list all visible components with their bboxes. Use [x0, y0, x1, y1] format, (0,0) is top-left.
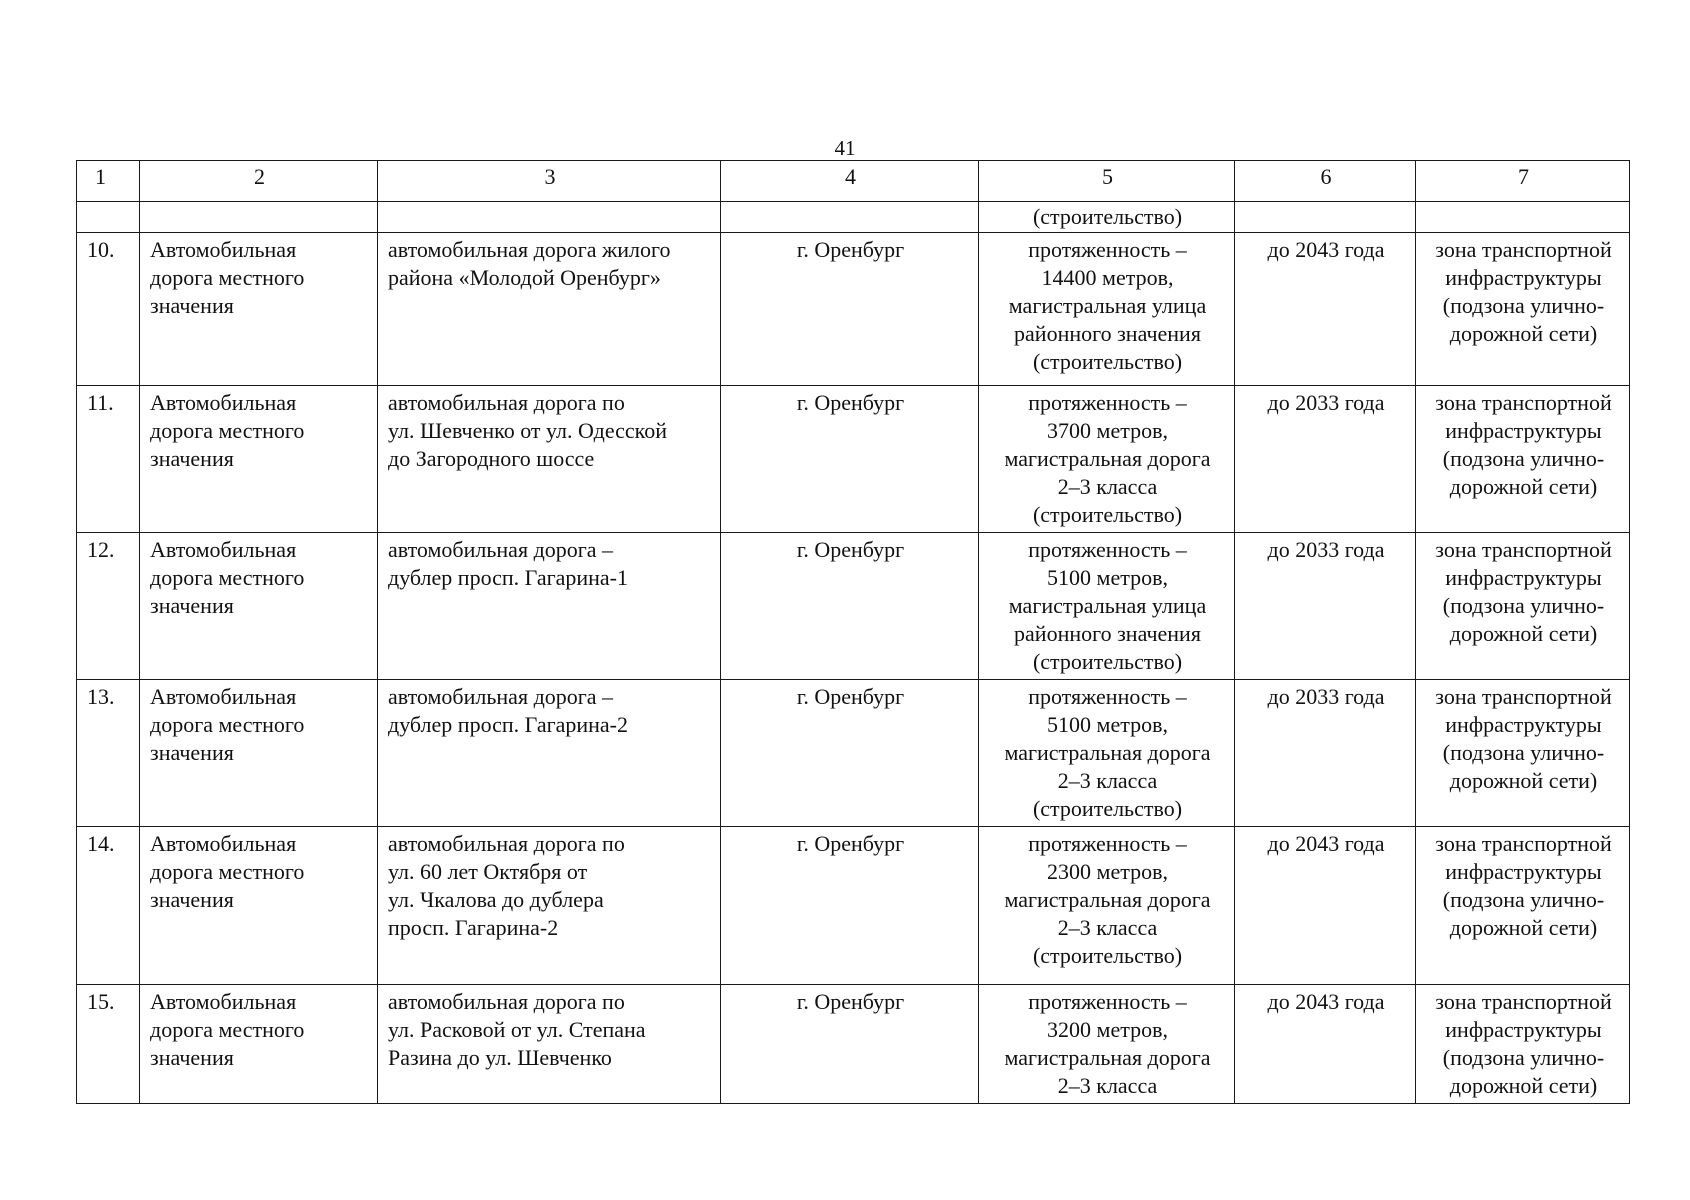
object-zone — [1416, 985, 1630, 1104]
text-line: дорога местного — [150, 265, 305, 290]
text-line: Разина до ул. Шевченко — [388, 1045, 612, 1070]
object-zone — [1416, 386, 1630, 533]
text-line: Автомобильная — [150, 831, 297, 856]
text-line: значения — [150, 293, 234, 318]
text-line: автомобильная дорога по — [388, 989, 625, 1014]
text-line: дублер просп. Гагарина-2 — [388, 712, 629, 737]
text-line: (строительство) — [1032, 796, 1183, 821]
object-location: г. Оренбург — [721, 233, 979, 386]
text-line: 2–3 класса — [1057, 474, 1158, 499]
text-line: инфраструктуры — [1445, 1017, 1602, 1042]
object-characteristics — [979, 680, 1235, 827]
text-line: (строительство) — [1032, 649, 1183, 674]
text-line: автомобильная дорога по — [388, 390, 625, 415]
text-line: районного значения — [1014, 321, 1201, 346]
object-deadline: до 2043 года — [1235, 233, 1416, 386]
text-line: значения — [150, 446, 234, 471]
text-line: района «Молодой Оренбург» — [388, 265, 661, 290]
text-line: дорожной сети) — [1449, 1073, 1598, 1098]
text-line: до Загородного шоссе — [388, 446, 595, 471]
table-row — [77, 233, 1630, 386]
text-line: (строительство) — [1032, 502, 1183, 527]
text-line: (подзона улично- — [1442, 593, 1605, 618]
object-name — [378, 233, 721, 386]
object-deadline: до 2043 года — [1235, 985, 1416, 1104]
object-type — [140, 680, 378, 827]
text-line: дорожной сети) — [1449, 321, 1598, 346]
text-line: зона транспортной — [1435, 684, 1612, 709]
object-type — [140, 985, 378, 1104]
column-number-row — [77, 161, 1630, 202]
object-zone — [1416, 233, 1630, 386]
continuation-cell — [1235, 202, 1416, 233]
text-line: дорожной сети) — [1449, 768, 1598, 793]
object-location: г. Оренбург — [721, 533, 979, 680]
objects-table — [76, 160, 1630, 1104]
continuation-cell: (строительство) — [979, 202, 1235, 233]
object-zone — [1416, 533, 1630, 680]
text-line: автомобильная дорога – — [388, 684, 614, 709]
table-row — [77, 827, 1630, 985]
text-line: инфраструктуры — [1445, 418, 1602, 443]
object-location: г. Оренбург — [721, 680, 979, 827]
object-name — [378, 680, 721, 827]
text-line: магистральная улица — [1008, 593, 1207, 618]
text-line: дорога местного — [150, 418, 305, 443]
text-line: (подзона улично- — [1442, 1045, 1605, 1070]
text-line: (строительство) — [1032, 349, 1183, 374]
text-line: 5100 метров, — [1047, 565, 1168, 590]
object-zone — [1416, 680, 1630, 827]
text-line: (строительство) — [1032, 943, 1183, 968]
text-line: (подзона улично- — [1442, 740, 1605, 765]
text-line: районного значения — [1014, 621, 1201, 646]
text-line: дорожной сети) — [1449, 915, 1598, 940]
table-row — [77, 680, 1630, 827]
table-row — [77, 533, 1630, 680]
object-name — [378, 827, 721, 985]
text-line: инфраструктуры — [1445, 859, 1602, 884]
text-line: протяженность – — [1028, 237, 1187, 262]
object-deadline: до 2033 года — [1235, 386, 1416, 533]
row-number: 10. — [77, 233, 140, 386]
text-line: 2–3 класса — [1057, 915, 1158, 940]
text-line: 5100 метров, — [1047, 712, 1168, 737]
text-line: автомобильная дорога – — [388, 537, 614, 562]
text-line: Автомобильная — [150, 684, 297, 709]
text-line: автомобильная дорога по — [388, 831, 625, 856]
object-name — [378, 533, 721, 680]
text-line: дорога местного — [150, 565, 305, 590]
text-line: зона транспортной — [1435, 537, 1612, 562]
text-line: значения — [150, 1045, 234, 1070]
text-line: значения — [150, 740, 234, 765]
text-line: дорога местного — [150, 712, 305, 737]
object-deadline: до 2043 года — [1235, 827, 1416, 985]
text-line: 3200 метров, — [1047, 1017, 1168, 1042]
text-line: Автомобильная — [150, 989, 297, 1014]
text-line: протяженность – — [1028, 684, 1187, 709]
text-line: инфраструктуры — [1445, 565, 1602, 590]
row-number: 11. — [77, 386, 140, 533]
text-line: ул. Шевченко от ул. Одесской — [388, 418, 668, 443]
text-line: 14400 метров, — [1041, 265, 1174, 290]
text-line: 3700 метров, — [1047, 418, 1168, 443]
table-row — [77, 386, 1630, 533]
text-line: 2300 метров, — [1047, 859, 1168, 884]
column-header-cell: 5 — [979, 161, 1235, 202]
text-line: магистральная дорога — [1004, 740, 1211, 765]
object-location: г. Оренбург — [721, 985, 979, 1104]
object-characteristics — [979, 233, 1235, 386]
text-line: просп. Гагарина-2 — [388, 915, 559, 940]
continuation-cell — [77, 202, 140, 233]
column-header-cell: 6 — [1235, 161, 1416, 202]
text-line: 2–3 класса — [1057, 768, 1158, 793]
text-line: дорога местного — [150, 1017, 305, 1042]
text-line: протяженность – — [1028, 390, 1187, 415]
page-number: 41 — [834, 136, 856, 160]
column-header-cell: 7 — [1416, 161, 1630, 202]
text-line: магистральная улица — [1008, 293, 1207, 318]
continuation-cell — [721, 202, 979, 233]
object-location: г. Оренбург — [721, 386, 979, 533]
text-line: дорога местного — [150, 859, 305, 884]
object-name — [378, 386, 721, 533]
object-deadline: до 2033 года — [1235, 680, 1416, 827]
text-line: протяженность – — [1028, 989, 1187, 1014]
text-line: дорожной сети) — [1449, 621, 1598, 646]
text-line: дублер просп. Гагарина-1 — [388, 565, 629, 590]
text-line: зона транспортной — [1435, 989, 1612, 1014]
object-name — [378, 985, 721, 1104]
text-line: зона транспортной — [1435, 390, 1612, 415]
text-line: автомобильная дорога жилого — [388, 237, 671, 262]
object-characteristics — [979, 985, 1235, 1104]
continuation-row — [77, 202, 1630, 233]
text-line: дорожной сети) — [1449, 474, 1598, 499]
text-line: Автомобильная — [150, 390, 297, 415]
object-type — [140, 233, 378, 386]
column-header-cell: 4 — [721, 161, 979, 202]
object-characteristics — [979, 386, 1235, 533]
text-line: зона транспортной — [1435, 237, 1612, 262]
text-line: протяженность – — [1028, 537, 1187, 562]
text-line: инфраструктуры — [1445, 265, 1602, 290]
object-type — [140, 827, 378, 985]
text-line: Автомобильная — [150, 537, 297, 562]
row-number: 14. — [77, 827, 140, 985]
row-number: 13. — [77, 680, 140, 827]
continuation-cell — [1416, 202, 1630, 233]
text-line: протяженность – — [1028, 831, 1187, 856]
text-line: зона транспортной — [1435, 831, 1612, 856]
text-line: инфраструктуры — [1445, 712, 1602, 737]
row-number: 15. — [77, 985, 140, 1104]
text-line: магистральная дорога — [1004, 446, 1211, 471]
text-line: (подзона улично- — [1442, 446, 1605, 471]
continuation-cell — [140, 202, 378, 233]
object-type — [140, 533, 378, 680]
object-deadline: до 2033 года — [1235, 533, 1416, 680]
text-line: магистральная дорога — [1004, 887, 1211, 912]
text-line: значения — [150, 887, 234, 912]
continuation-cell — [378, 202, 721, 233]
object-type — [140, 386, 378, 533]
text-line: 2–3 класса — [1057, 1073, 1158, 1098]
object-characteristics — [979, 533, 1235, 680]
text-line: ул. 60 лет Октября от — [388, 859, 588, 884]
object-zone — [1416, 827, 1630, 985]
column-header-cell: 2 — [140, 161, 378, 202]
text-line: ул. Чкалова до дублера — [388, 887, 604, 912]
row-number: 12. — [77, 533, 140, 680]
text-line: ул. Расковой от ул. Степана — [388, 1017, 646, 1042]
table-row — [77, 985, 1630, 1104]
text-line: Автомобильная — [150, 237, 297, 262]
object-characteristics — [979, 827, 1235, 985]
column-header-cell: 3 — [378, 161, 721, 202]
column-header-cell: 1 — [77, 161, 140, 202]
text-line: магистральная дорога — [1004, 1045, 1211, 1070]
text-line: значения — [150, 593, 234, 618]
text-line: (подзона улично- — [1442, 293, 1605, 318]
text-line: (подзона улично- — [1442, 887, 1605, 912]
object-location: г. Оренбург — [721, 827, 979, 985]
